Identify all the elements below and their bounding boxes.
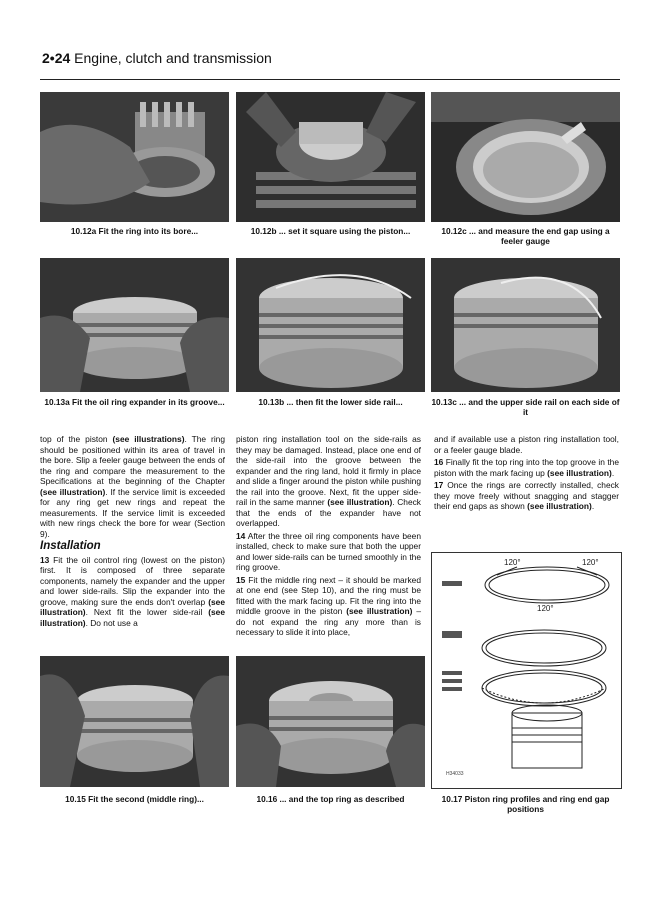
paragraph-14: 14 After the three oil ring components have been installed, check to make sure that both the upper and lower side-rails can be turned smoothly in the ring groove. [236, 530, 421, 572]
angle-label-1: 120° [504, 558, 521, 567]
text-column-3 [434, 434, 619, 514]
ring-gap-diagram [482, 567, 609, 768]
paragraph-12-cont: top of the piston (see illustrations). The ring should be positioned within its area of travel in the bore. Slip a feeler gauge between the ends of the ring and compare the measurement to the Specifications at the beginning of the Chapter (see illustration). If the service limit is exceeded for any ring get new rings and repeat the measurements. If the service limit is exceeded with new rings check the bore for wear (Section 9). [40, 434, 225, 539]
text-column-2 [236, 434, 421, 640]
paragraph-17: 17 Once the rings are correctly installed, check they move freely without snagging and stagger their end gaps as shown (see illustration). [434, 480, 619, 511]
photo-10-13a [40, 258, 229, 392]
photo-10-13b [236, 258, 425, 392]
page-number: 2•24 [42, 50, 71, 66]
paragraph-15-cont: and if available use a piston ring installation tool, or a feeler gauge blade. [434, 434, 619, 455]
page-header [42, 50, 272, 66]
caption-10-12c: 10.12c ... and measure the end gap using a feeler gauge [441, 226, 610, 246]
paragraph-15: 15 Fit the middle ring next – it should be marked at one end (see Step 10), and the ring must be fitted with the mark facing up. Fit the ring into the middle groove in the piston (see illustration) – do not expand the ring any more than is necessary to slide it into place, [236, 574, 421, 637]
photo-10-12a [40, 92, 229, 222]
caption-10-13b: 10.13b ... then fit the lower side rail... [258, 397, 403, 407]
photo-10-12c [431, 92, 620, 222]
paragraph-13-cont: piston ring installation tool on the side-rails as they may be damaged. Instead, place one end of the side-rail into the groove between the expander and the ring land, hold it firmly in place and slide a finger around the piston while pushing the rail into the groove. Next, fit the upper side-rail in the same manner (see illustration). Check that the ends of the expander have not overlapped. [236, 434, 421, 528]
piston-ring-diagram [431, 552, 622, 789]
caption-10-12a: 10.12a Fit the ring into its bore... [70, 226, 199, 236]
photo-10-15 [40, 656, 229, 787]
caption-10-17: 10.17 Piston ring profiles and ring end gap positions [441, 794, 610, 814]
caption-10-12b: 10.12b ... set it square using the piston... [250, 226, 411, 236]
angle-label-3: 120° [537, 604, 554, 613]
installation-heading: Installation [40, 540, 101, 552]
photo-10-13c [431, 258, 620, 392]
caption-10-13c: 10.13c ... and the upper side rail on each side of it [431, 397, 620, 417]
paragraph-16: 16 Finally fit the top ring into the top groove in the piston with the mark facing up (see illustration). [434, 457, 619, 478]
text-column-1 [40, 434, 225, 630]
photo-10-16 [236, 656, 425, 787]
paragraph-13: 13 Fit the oil control ring (lowest on the piston) first. It is composed of three separate components, namely the expander and the upper and lower side-rails. Slip the expander into the groove, making sure the ends don't overlap (see illustration). Next fit the lower side-rail (see illustration). Do not use a [40, 554, 225, 628]
photo-10-12b [236, 92, 425, 222]
caption-10-13a: 10.13a Fit the oil ring expander in its groove... [44, 397, 225, 407]
reference-code: H34033 [446, 771, 464, 777]
caption-10-16: 10.16 ... and the top ring as described [256, 794, 405, 804]
header-rule [40, 79, 620, 80]
ring-profiles [442, 581, 462, 691]
caption-10-15: 10.15 Fit the second (middle ring)... [65, 794, 204, 804]
chapter-title: Engine, clutch and transmission [74, 50, 272, 66]
angle-label-2: 120° [582, 558, 599, 567]
